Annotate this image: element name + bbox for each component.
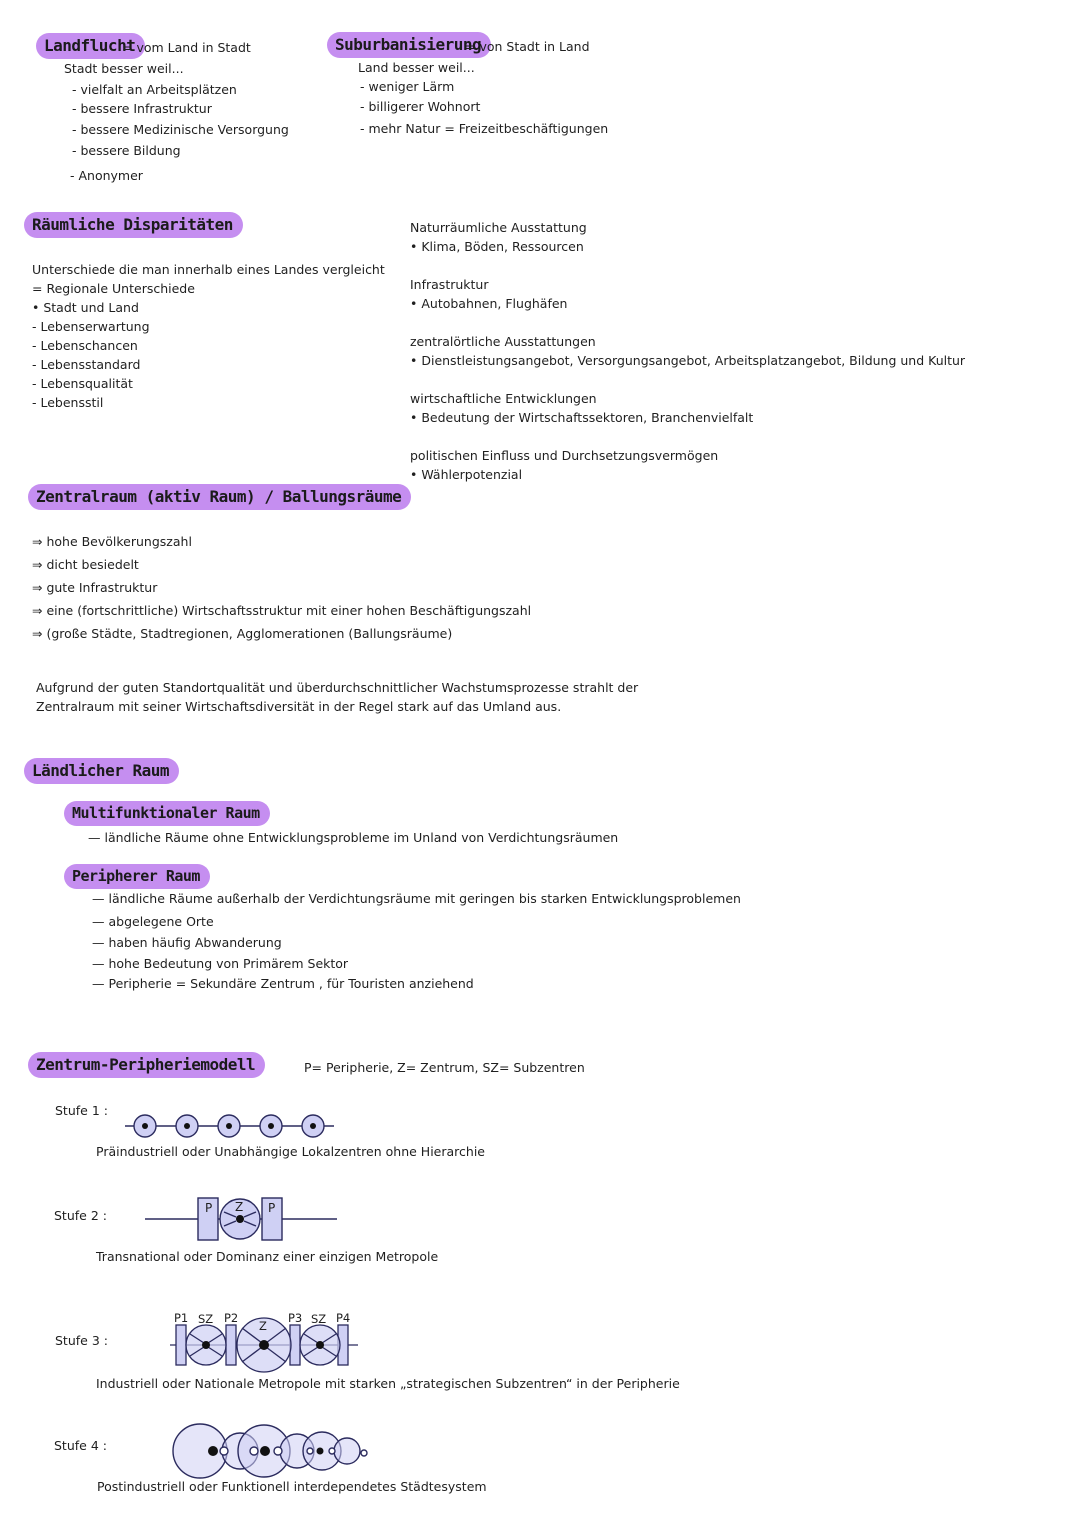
zentralraum-paragraph: Aufgrund der guten Standortqualität und überdurchschnittlicher Wachstumsprozesse strahlt der xyxy=(36,680,639,695)
stufe-2-mark: P xyxy=(205,1201,213,1215)
factor-heading: politischen Einfluss und Durchsetzungsvermögen xyxy=(410,448,719,463)
disparitaeten-line: - Lebenserwartung xyxy=(32,319,150,334)
factor-detail: • Autobahnen, Flughäfen xyxy=(410,296,568,311)
disparitaeten-line: - Lebensqualität xyxy=(32,376,133,391)
peripherer-raum-item: — hohe Bedeutung von Primärem Sektor xyxy=(92,956,349,971)
zentralraum-item: ⇒ eine (fortschrittliche) Wirtschaftsstruktur mit einer hohen Beschäftigungszahl xyxy=(32,603,532,618)
disparitaeten-line: - Lebensstandard xyxy=(32,357,141,372)
zentralraum-heading: Zentralraum (aktiv Raum) / Ballungsräume xyxy=(28,484,411,510)
landflucht-item: - bessere Infrastruktur xyxy=(72,101,212,116)
disparitaeten-line: Unterschiede die man innerhalb eines Landes vergleicht xyxy=(32,262,385,277)
peripherer-raum-item: — haben häufig Abwanderung xyxy=(92,935,282,950)
disparitaeten-heading: Räumliche Disparitäten xyxy=(24,212,243,238)
zentralraum-item: ⇒ dicht besiedelt xyxy=(32,557,139,572)
multifunktionaler-raum-desc: — ländliche Räume ohne Entwicklungsprobleme im Unland von Verdichtungsräumen xyxy=(88,830,619,845)
peripherer-raum-item: — ländliche Räume außerhalb der Verdichtungsräume mit geringen bis starken Entwicklungsproblemen xyxy=(92,891,741,906)
multifunktionaler-raum-heading: Multifunktionaler Raum xyxy=(64,801,270,826)
zentrum-peripheriemodell-heading: Zentrum-Peripheriemodell xyxy=(28,1052,265,1078)
stufe-4-caption: Postindustriell oder Funktionell interdependetes Städtesystem xyxy=(97,1479,487,1494)
stufe-3-mark: Z xyxy=(259,1319,267,1333)
stufe-3-mark: P3 xyxy=(288,1311,303,1325)
stufe-3-mark: P4 xyxy=(336,1311,351,1325)
landflucht-item: - bessere Bildung xyxy=(72,143,181,158)
zentralraum-paragraph: Zentralraum mit seiner Wirtschaftsdiversität in der Regel stark auf das Umland aus. xyxy=(36,699,562,714)
factor-heading: Infrastruktur xyxy=(410,277,489,292)
disparitaeten-line: = Regionale Unterschiede xyxy=(32,281,195,296)
suburbanisierung-item: - billigerer Wohnort xyxy=(360,99,481,114)
stufe-2-mark: P xyxy=(268,1201,276,1215)
stufe-3-caption: Industriell oder Nationale Metropole mit starken „strategischen Subzentren“ in der Peripherie xyxy=(96,1376,680,1391)
landflucht-item: - bessere Medizinische Versorgung xyxy=(72,122,289,137)
peripherer-raum-item: — Peripherie = Sekundäre Zentrum , für Touristen anziehend xyxy=(92,976,474,991)
landflucht-definition: = vom Land in Stadt xyxy=(122,40,251,55)
stufe-2-mark: Z xyxy=(235,1200,244,1214)
factor-heading: wirtschaftliche Entwicklungen xyxy=(410,391,597,406)
factor-detail: • Klima, Böden, Ressourcen xyxy=(410,239,584,254)
stufe-3-label: Stufe 3 : xyxy=(55,1333,108,1348)
modell-legend: P= Peripherie, Z= Zentrum, SZ= Subzentren xyxy=(304,1060,585,1075)
zentralraum-item: ⇒ (große Städte, Stadtregionen, Agglomerationen (Ballungsräume) xyxy=(32,626,453,641)
laendlicher-raum-heading: Ländlicher Raum xyxy=(24,758,179,784)
stufe-3-mark: P1 xyxy=(174,1311,189,1325)
factor-detail: • Wählerpotenzial xyxy=(410,467,523,482)
suburbanisierung-item: - mehr Natur = Freizeitbeschäftigungen xyxy=(360,121,609,136)
factor-detail: • Bedeutung der Wirtschaftssektoren, Branchenvielfalt xyxy=(410,410,754,425)
peripherer-raum-heading: Peripherer Raum xyxy=(64,864,210,889)
disparitaeten-line: - Lebenschancen xyxy=(32,338,138,353)
stufe-2-label: Stufe 2 : xyxy=(54,1208,107,1223)
stufe-1-caption: Präindustriell oder Unabhängige Lokalzentren ohne Hierarchie xyxy=(96,1144,485,1159)
stufe-4-label: Stufe 4 : xyxy=(54,1438,107,1453)
stufe-3-mark: P2 xyxy=(224,1311,239,1325)
landflucht-item: - vielfalt an Arbeitsplätzen xyxy=(72,82,237,97)
landflucht-intro: Stadt besser weil... xyxy=(64,61,184,76)
suburbanisierung-definition: = von Stadt in Land xyxy=(465,39,590,54)
zentralraum-item: ⇒ gute Infrastruktur xyxy=(32,580,158,595)
disparitaeten-line: - Lebensstil xyxy=(32,395,104,410)
landflucht-item: - Anonymer xyxy=(70,168,143,183)
stufe-1-network xyxy=(125,1115,334,1137)
suburbanisierung-heading: Suburbanisierung xyxy=(327,32,491,58)
stufe-4-network xyxy=(173,1424,367,1478)
landflucht-heading: Landflucht xyxy=(36,33,145,59)
suburbanisierung-intro: Land besser weil... xyxy=(358,60,475,75)
stufe-3-mark: SZ xyxy=(198,1312,214,1326)
stufe-3-mark: SZ xyxy=(311,1312,327,1326)
factor-heading: Naturräumliche Ausstattung xyxy=(410,220,587,235)
factor-detail: • Dienstleistungsangebot, Versorgungsangebot, Arbeitsplatzangebot, Bildung und Kultur xyxy=(410,353,966,368)
suburbanisierung-item: - weniger Lärm xyxy=(360,79,455,94)
stufe-1-label: Stufe 1 : xyxy=(55,1103,108,1118)
peripherer-raum-item: — abgelegene Orte xyxy=(92,914,214,929)
disparitaeten-line: • Stadt und Land xyxy=(32,300,139,315)
zentralraum-item: ⇒ hohe Bevölkerungszahl xyxy=(32,534,192,549)
factor-heading: zentralörtliche Ausstattungen xyxy=(410,334,596,349)
stufe-2-caption: Transnational oder Dominanz einer einzigen Metropole xyxy=(96,1249,439,1264)
